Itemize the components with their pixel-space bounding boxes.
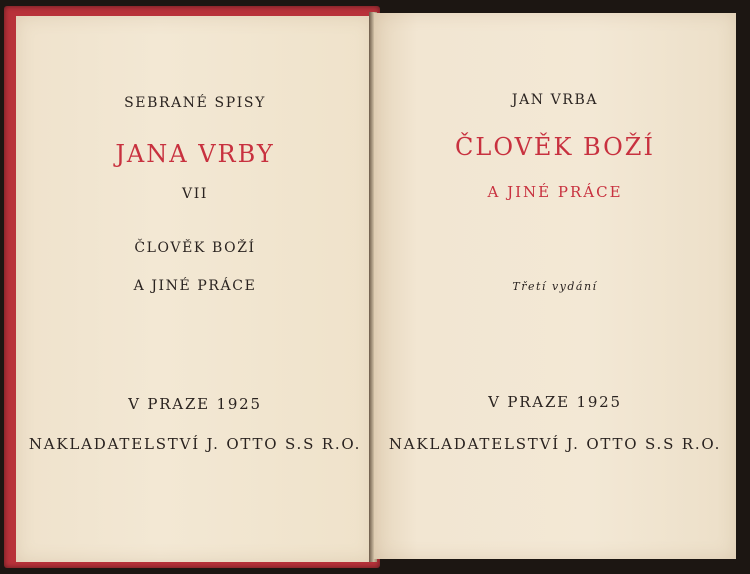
edition-note: Třetí vydání [512,280,598,293]
book-subtitle: A JINÉ PRÁCE [487,183,623,201]
right-page [374,13,736,559]
book-title-line1: ČLOVĚK BOŽÍ [134,240,256,256]
volume-number: VII [182,186,208,202]
author-name: JANA VRBY [115,140,275,168]
place-year: V PRAZE 1925 [128,395,262,413]
book-title-line2: A JINÉ PRÁCE [133,278,257,294]
series-title: SEBRANÉ SPISY [124,95,266,111]
place-year: V PRAZE 1925 [488,393,622,411]
book-title: ČLOVĚK BOŽÍ [455,133,655,161]
author-name: JAN VRBA [511,92,599,108]
left-page [16,16,374,562]
publisher: NAKLADATELSTVÍ J. OTTO S.S R.O. [28,435,362,453]
publisher: NAKLADATELSTVÍ J. OTTO S.S R.O. [388,435,722,453]
